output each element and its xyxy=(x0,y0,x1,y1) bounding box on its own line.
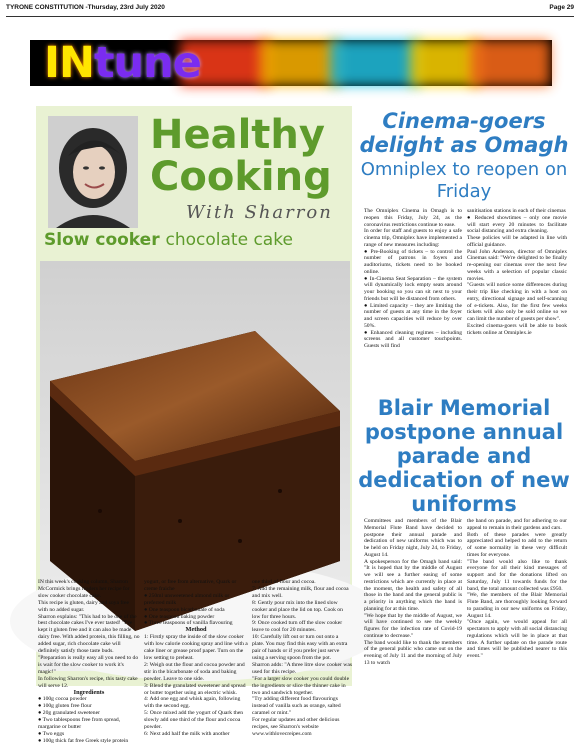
method-step-4: 4: Add one egg and whisk again, following with the second egg. xyxy=(144,696,241,710)
cinema-para-9: These policies will be adapted in line with official guidance. xyxy=(467,235,567,248)
ingredient-1: ● 100g cocoa powder xyxy=(38,696,87,703)
method-step-7: 7: Add the remaining milk, flour and cocoa and mix well. xyxy=(252,585,349,599)
blair-headline: Blair Memorial postpone annual parade and dedication of new uniforms xyxy=(358,396,570,516)
cinema-subheadline: Omniplex to reopen on Friday xyxy=(360,159,568,202)
banner-streak-cyan xyxy=(330,40,420,86)
cinema-para-5: ● Limited capacity – they are limiting the number of guests at any time in the foyer and screen capacities will reduce by over 50%. xyxy=(364,302,462,329)
cinema-para-8: ● Reduced showtimes – only one movie will start every 20 minutes to facilitate social distancing and extra cleaning. xyxy=(467,214,567,235)
blair-para-9: "Once again, we would appeal for all spectators to apply with all social distancing regulations which will be in place at that time. A further update on the parade route and times will be published nearer to this event." xyxy=(467,619,567,659)
method-step-6: 6: Next add half the milk with another xyxy=(144,730,230,737)
blair-para-4: The band would like to thank the members of the general public who came out on the evening of July 11 and the morning of July 13 to watch xyxy=(364,639,462,666)
blair-column-2 xyxy=(467,518,567,660)
with-sharron: With Sharron xyxy=(186,202,333,223)
ingredient-6-cont: yogurt, or free from alternative, Quark or creme fraiche xyxy=(144,579,237,592)
method-step-5: 5: Once mixed add the yogurt of Quark then slowly add one third of the flour and cocoa powder. xyxy=(144,710,244,731)
ingredient-3: ● 20g granulated sweetener xyxy=(38,710,100,717)
cinema-para-3: ● Pre-Booking of tickets – to control the number of patrons in foyers and auditoriums, tickets need to be booked online. xyxy=(364,248,462,275)
blair-para-7: "The band would also like to thank everyone for all their kind messages of support and for the donations lifted on Saturday, July 11 towards funds for the band, the total amount collected was £950. xyxy=(467,558,567,592)
blair-para-8: "We, the members of the Blair Memorial Flute Band, are thoroughly looking forward to parading in our new uniforms on Friday, August 14. xyxy=(467,592,567,619)
blair-para-5: the band on parade, and for adhering to our appeal to remain in their gardens and cars. xyxy=(467,518,567,531)
recipe-title xyxy=(44,230,293,250)
title-cooking: Cooking xyxy=(150,154,332,200)
ingredients-heading: Ingredients xyxy=(73,688,105,696)
cinema-para-12: Excited cinema-goers will be able to book tickets online at Omniplex.ie xyxy=(467,322,567,336)
healthy-cooking-title xyxy=(150,114,332,198)
recipe-intro-2: This recipe is gluten, dairy and soya free with no added sugar. xyxy=(38,599,130,613)
blair-para-6: Both of these parades were greatly appreciated and helped to add to the return of some normality in these very difficult times for everyone. xyxy=(467,531,567,558)
ingredient-2: ● 100g gluten free flour xyxy=(38,703,92,710)
cinema-para-11: "Guests will notice some differences during their trip like checking in with a host on entry, directional signage and self-scanning of e-tickets. Also, for the first few weeks tickets will also only be sold online so we can limit the number of guests per show". xyxy=(467,282,567,322)
cinema-column-1 xyxy=(364,208,462,350)
recipe-title-plain: chocolate cake xyxy=(165,230,293,250)
logo-tune: tune xyxy=(94,38,201,88)
banner-streak-amber xyxy=(470,40,550,86)
recipe-column-2 xyxy=(144,579,248,738)
ingredient-7: ● 250ml unsweetened almond milk or preferred milk xyxy=(144,592,230,606)
blair-para-1: Committees and members of the Blair Memorial Flute Band have decided to postpone their annual parade and dedication of new uniforms which was to be held on Friday night, July 24, to Friday, August 14. xyxy=(364,518,462,558)
method-step-8: 8: Gently pour mix into the lined slow cooker and place the lid on top. Cook on low for three hours. xyxy=(252,599,343,620)
banner-streak-orange xyxy=(260,40,340,86)
ingredient-10: ● Three teaspoons of vanilla flavouring xyxy=(144,620,233,627)
method-step-3: 3: Blend the granulated sweetener and spread or butter together using an electric whisk. xyxy=(144,682,246,696)
recipe-intro-4: "Preparation is really easy all you need to do is wait for the slow cooker to work it's magic!" xyxy=(38,654,139,675)
recipe-intro-3: Sharron explains: "This had to be one of the best chocolate cakes I've ever tasted! "I've kept it gluten free and it can also be made dairy free. With added protein, this filling, no added sugar, rich chocolate cake will definitely satisfy those taste buds. xyxy=(38,613,140,655)
recipe-intro-1: IN this week's cooking column, Sharron McCormick brings readers her recipe for slow cooker chocolate cake. xyxy=(38,579,130,599)
method-step-6-cont: one third of flour and cocoa. xyxy=(252,579,316,585)
blair-para-2: A spokesperson for the Omagh band said: "It is hoped that by the middle of August we will see a further easing of some restrictions which are currently in place at the moment, the health and safety of all those in the band and the general public is a priority in anything which the band is planning for at this time. xyxy=(364,558,462,612)
columnist-photo xyxy=(48,116,138,228)
cinema-para-2: In order for staff and guests to enjoy a safe cinema trip, Omniplex have implemented a range of new measures including: xyxy=(364,228,462,248)
intune-logo xyxy=(44,38,201,88)
publication-date: TYRONE CONSTITUTION -Thursday, 23rd July 2020 xyxy=(6,4,165,11)
ingredient-8: ● One teaspoon bicarbonate of soda xyxy=(144,606,225,613)
header-rule xyxy=(6,16,574,17)
cinema-headline: Cinema-goers delight as Omagh xyxy=(359,109,569,157)
blair-para-3: "We hope that by the middle of August, we will have continued to see the weekly figures for the infection rate of Covid-19 continue to decrease." xyxy=(364,612,462,639)
website-note: For regular updates and other delicious recipes, see Sharron's website www.withlovecreipes.com xyxy=(252,717,340,737)
ingredient-5: ● Two eggs xyxy=(38,730,65,737)
recipe-column-1 xyxy=(38,579,140,745)
sharron-quote-2: "For a larger slow cooker you could double the ingredients or slice the thinner cake in two and sandwich together. xyxy=(252,675,350,696)
page-header xyxy=(6,4,574,16)
ingredient-4: ● Two tablespoons free from spread, margarine or butter xyxy=(38,717,121,731)
method-step-10: 10: Carefully lift out or turn out onto a plate. You may find this easy with an extra pair of hands or if you prefer just serve using a serving spoon from the pot. xyxy=(252,634,348,661)
method-step-1: 1: Firstly spray the inside of the slow cooker with low calorie cooking spray and line with a cake liner or grease proof paper. Turn on the low setting to preheat. xyxy=(144,634,248,661)
ingredient-6: ● 100g thick fat free Greek style protein xyxy=(38,737,129,744)
cinema-para-10: Paul John Anderson, director of Omniplex Cinemas said: "We're delighted to be finally re-opening our cinemas over the next few weeks with a selection of popular classic movies. xyxy=(467,248,567,282)
cinema-para-7: sanitisation stations in each of their cinemas xyxy=(467,208,566,214)
method-step-9: 9: Once cooked turn off the slow cooker leave to cool for 20 minutes. xyxy=(252,620,343,634)
recipe-title-bold: Slow cooker xyxy=(44,230,160,250)
cinema-para-6: ● Enhanced cleaning regimes – including screens and all customer touchpoints. Guests will find xyxy=(364,329,462,349)
columnist-portrait-icon xyxy=(48,116,138,228)
sharron-quote-1: Sharron adds: "A three litre slow cooker was used for this recipe. xyxy=(252,661,352,675)
page-number: Page 29 xyxy=(549,4,574,11)
cinema-para-1: The Omniplex Cinema in Omagh is to reopen this Friday, July 24, as the coronavirus restrictions continue to ease. xyxy=(364,208,462,228)
method-step-2: 2: Weigh out the flour and cocoa powder and stir in the bicarbonate of soda and baking powder. Leave to one side. xyxy=(144,661,245,682)
title-healthy: Healthy xyxy=(150,112,325,158)
recipe-intro-5: In following Sharron's recipe, this tasty cake will serve 12. xyxy=(38,675,138,689)
cinema-column-2 xyxy=(467,208,567,336)
cinema-para-4: ● In-Cinema Seat Separation – the system will dynamically lock empty seats around your booking so you can sit next to your friends but will be distanced from others. xyxy=(364,275,462,302)
logo-in: IN xyxy=(44,38,94,88)
recipe-column-3 xyxy=(252,579,352,738)
blair-column-1 xyxy=(364,518,462,667)
intune-banner xyxy=(30,40,552,86)
ingredient-9: ● One teaspoon baking powder xyxy=(144,613,215,620)
method-heading: Method xyxy=(185,626,207,634)
sharron-quote-3: "Try adding different food flavourings instead of vanilla such as orange, salted caramel or mint." xyxy=(252,696,341,717)
